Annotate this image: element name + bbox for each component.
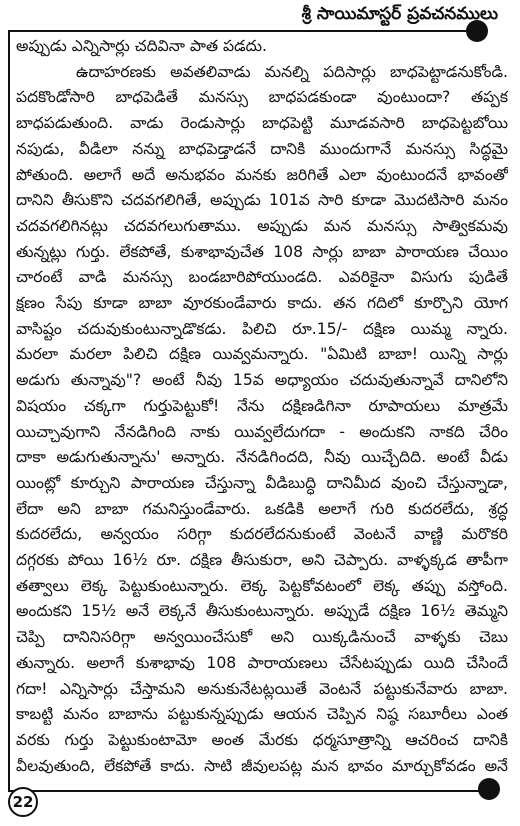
footer-ornament-dot-icon (478, 778, 500, 800)
text-line: యిచ్చావుగాని నేనడిగింది నాకు యివ్వలేదుగదా - అందుకని నాకది చేరిం (16, 422, 508, 441)
text-line: విషయం చక్కగా గుర్తుపెట్టుకో! నేను దక్షిణడిగినా రూపాయలు మాత్రమే (16, 396, 508, 415)
text-line: గదా! ఎన్నిసార్లు చేస్తామని అనుకునేటట్లయితే వెంటనే పట్టుకునేవారు బాబా. (16, 679, 508, 698)
text-line: వీలవుతుంది, లేకపోతే కాదు. సాటి జీవులపట్ల మన భావం మార్చుకోవడం అనే (16, 756, 508, 775)
running-title: శ్రీ సాయిమాస్టర్ ప్రవచనములు (301, 4, 498, 24)
text-line: అందుకని 15½ అనే లెక్కనే తీసుకుంటున్నారు. అప్పుడే దక్షిణ 16½ తెమ్మని (16, 602, 508, 621)
footer-rule (8, 790, 484, 792)
text-line: చెప్పి దానినిసరిగ్గా అన్వయించేసుకో అని యిక్కడినుంచే వాళ్ళకు చెబు (16, 628, 508, 647)
text-line: చదవగలిగినట్లు చదవగలుగుతాము. అప్పుడు మన మనస్సు సాత్వికమవు (16, 216, 508, 235)
text-line: ఉదాహరణకు అవతలివాడు మనల్ని పదిసార్లు బాధపెట్టాడనుకోండి. (76, 62, 508, 81)
page-number: 22 (8, 787, 38, 817)
text-line: దగ్గరకు పోయి 16½ రూ. దక్షిణ తీసుకురా, అని చెప్పారు. వాళ్ళక్కడ తాపీగా (16, 551, 508, 570)
text-line: వాసిష్టం చదువుకుంటున్నాడొకడు. పిలిచి రూ.15/- దక్షిణ యిమ్మ న్నారు. (16, 319, 508, 338)
text-line: అడుగు తున్నావు"? అంటే నీవు 15వ అధ్యాయం చదువుతున్నావే దానిలోని (16, 371, 508, 390)
text-line: తత్వాలు లెక్క పెట్టుకుంటున్నారు. లెక్క పెట్టకోవటంలో లెక్క తప్పు వస్తోంది. (16, 576, 508, 595)
text-line: లేదా అని బాబా గమనిస్తుండేవారు. ఒకడికి అలాగే గురి కుదరలేదు, శ్రద్ధ (16, 499, 508, 518)
text-line: దానిని తీసుకొని చదవగలిగితే, అప్పుడు 101వ సారి కూడా మొదటిసారి మనం (16, 191, 508, 210)
body-text (16, 34, 508, 779)
left-margin-rule (8, 30, 10, 790)
text-line: చారంటే వాడి మనస్సు బండబారిపోయుండది. ఎవరికైనా విసుగు పుడితే (16, 268, 508, 287)
text-line: తున్నారు. అలాగే కుశాభావు 108 పారాయణలు చేసేటప్పుడు యిది చేసిందే (16, 653, 508, 672)
text-line: కాబట్టి మనం బాబాను పట్టుకున్నప్పుడు ఆయన చెప్పిన నిష్ఠ సబూరీలు ఎంత (16, 705, 508, 724)
header-rule (8, 30, 466, 32)
text-line: పదకొండోసారి బాధపెడితే మనస్సు బాధపడకుండా వుంటుందా? తప్పక (16, 88, 508, 107)
text-line: పోతుంది. అలాగే అదే అనుభవం మనకు జరిగితే ఎలా వుంటుందనే భావంతో (16, 165, 508, 184)
text-line: నపుడు, వీడిలా నన్ను బాధపెడ్తాడనే దానికి ముందుగానే మనస్సు సిద్ధమై (16, 139, 508, 158)
text-line: కుదరలేదు, అన్వయం సరిగ్గా కుదరలేదనుకుంటే వెంటనే వాణ్ణి మరొకరి (16, 525, 508, 544)
text-line: మరలా మరలా పిలిచి దక్షిణ యివ్వమన్నారు. "ఏమిటి బాబా! యిన్ని సార్లు (16, 345, 508, 364)
text-line: అప్పుడు ఎన్నిసార్లు చదివినా పాత పడదు. (16, 37, 268, 55)
text-line: తున్నట్లు గుర్తు. లేకపోతే, కుశాభావుచేత 108 సార్లు బాబా పారాయణ చేయిం (16, 242, 508, 261)
text-line: వరకు గుర్తు పెట్టుకుంటామో అంత మేరకు ధర్మసూత్రాన్ని ఆచరించ దానికి (16, 730, 508, 749)
text-line: క్షణం సేపు కూడా బాబా వూరకుండేవారు కాదు. తన గదిలో కూర్చొని యోగ (16, 294, 508, 313)
text-line: యింట్లో కూర్చుని పారాయణ చేస్తున్నా వీడిబుద్ధి దానిమీద వుంచి చేస్తున్నాడా, (16, 473, 508, 492)
text-line: దాకా అడుగుతున్నాను' అన్నారు. నేనడిగిందది, నీవు యిచ్చేదిది. అంటే వీడు (16, 448, 508, 467)
text-line: బాధపడుతుంది. వాడు రెండుసార్లు బాధపెట్టి మూడవసారి బాధపెట్టబోయి (16, 114, 508, 133)
